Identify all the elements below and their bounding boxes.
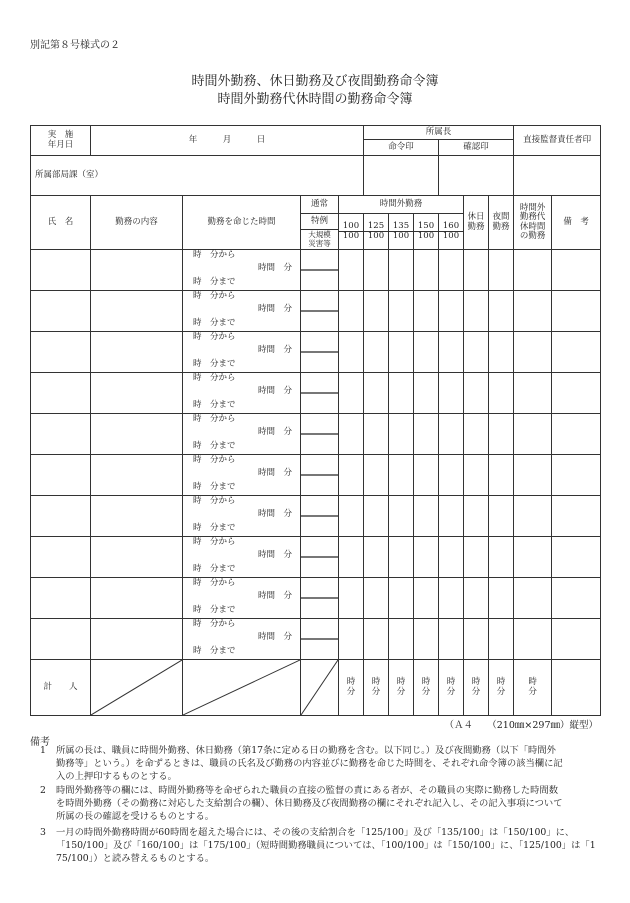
hours-cell[interactable] <box>183 619 301 660</box>
rate-135: 135 100 <box>389 214 414 250</box>
total-hour-unit: 時 <box>371 677 381 688</box>
total-minute-unit: 分 <box>421 686 431 697</box>
hours-value-cell[interactable] <box>364 291 389 332</box>
hours-cell[interactable] <box>183 537 301 578</box>
col-normal: 通常 <box>301 196 339 214</box>
remarks-cell[interactable] <box>552 414 601 455</box>
hours-value-cell[interactable] <box>364 619 389 660</box>
hours-cell[interactable] <box>183 373 301 414</box>
hours-value-cell[interactable] <box>389 414 414 455</box>
note-line: を時間外勤務（その勤務に対応した支給割合の欄）、休日勤務及び夜間勤務の欄にそれぞれ記入し、その記入事項について <box>56 798 563 809</box>
hours-value-cell[interactable] <box>514 332 552 373</box>
table-row <box>31 332 601 373</box>
hours-value-cell[interactable] <box>489 619 514 660</box>
total-label: 計 人 <box>31 660 91 716</box>
time-from: 時 分から <box>193 250 236 260</box>
rate-160: 160 100 <box>439 214 464 250</box>
confirm-seal-label: 確認印 <box>439 140 514 156</box>
remarks-cell[interactable] <box>552 496 601 537</box>
total-160[interactable] <box>439 660 464 716</box>
table-row <box>31 578 601 619</box>
hours-value-cell[interactable] <box>464 414 489 455</box>
table-row <box>31 414 601 455</box>
hours-value-cell[interactable] <box>364 496 389 537</box>
table-row <box>31 619 601 660</box>
total-hours-diagonal <box>183 660 301 716</box>
category-cell[interactable] <box>301 414 339 455</box>
hours-value-cell[interactable] <box>514 455 552 496</box>
table-row <box>31 291 601 332</box>
hours-value-cell[interactable] <box>514 373 552 414</box>
col-name: 氏 名 <box>31 196 91 250</box>
hours-value-cell[interactable] <box>414 414 439 455</box>
name-cell[interactable] <box>31 455 91 496</box>
confirm-seal-box[interactable] <box>439 156 514 196</box>
order-seal-label: 命令印 <box>364 140 439 156</box>
total-minute-unit: 分 <box>446 686 456 697</box>
hours-cell[interactable] <box>183 414 301 455</box>
hours-value-cell[interactable] <box>364 250 389 291</box>
hours-value-cell[interactable] <box>339 250 364 291</box>
hours-value-cell[interactable] <box>489 250 514 291</box>
hours-value-cell[interactable] <box>339 537 364 578</box>
hours-value-cell[interactable] <box>439 373 464 414</box>
time-from: 時 分から <box>193 455 236 465</box>
table-row <box>31 250 601 291</box>
remarks-cell[interactable] <box>552 332 601 373</box>
category-cell[interactable] <box>301 373 339 414</box>
remarks-cell[interactable] <box>552 291 601 332</box>
table-row <box>31 373 601 414</box>
name-cell[interactable] <box>31 619 91 660</box>
col-holiday: 休日 勤務 <box>464 196 489 250</box>
time-from: 時 分から <box>193 578 236 588</box>
duty-cell[interactable] <box>91 291 183 332</box>
hours-value-cell[interactable] <box>339 373 364 414</box>
time-duration: 時間 分 <box>257 263 292 273</box>
hours-value-cell[interactable] <box>339 291 364 332</box>
time-to: 時 分まで <box>193 605 236 615</box>
total-night[interactable] <box>489 660 514 716</box>
hours-value-cell[interactable] <box>464 250 489 291</box>
time-from: 時 分から <box>193 496 236 506</box>
hours-value-cell[interactable] <box>439 619 464 660</box>
hours-value-cell[interactable] <box>339 455 364 496</box>
hours-value-cell[interactable] <box>489 455 514 496</box>
hours-value-cell[interactable] <box>389 455 414 496</box>
hours-value-cell[interactable] <box>414 537 439 578</box>
time-to: 時 分まで <box>193 646 236 656</box>
hours-value-cell[interactable] <box>439 332 464 373</box>
order-register-table <box>30 125 601 716</box>
hours-value-cell[interactable] <box>389 250 414 291</box>
note-item <box>40 744 600 783</box>
category-cell[interactable] <box>301 291 339 332</box>
note-item <box>40 784 600 823</box>
time-from: 時 分から <box>193 373 236 383</box>
col-duty: 勤務の内容 <box>91 196 183 250</box>
date-value-cell[interactable]: 年 月 日 <box>91 126 364 156</box>
remarks-cell[interactable] <box>552 373 601 414</box>
hours-cell[interactable] <box>183 455 301 496</box>
note-line: 一月の時間外勤務時間が60時間を超えた場合には、その後の支給割合を「125/100」及び「135/100」は「150/100」に、 <box>56 827 575 838</box>
remarks-cell[interactable] <box>552 619 601 660</box>
note-line: 所属の長の確認を受けるものとする。 <box>56 811 215 822</box>
hours-cell[interactable] <box>183 578 301 619</box>
order-seal-box[interactable] <box>364 156 439 196</box>
col-remarks: 備 考 <box>552 196 601 250</box>
total-comp[interactable] <box>514 660 552 716</box>
time-from: 時 分から <box>193 537 236 547</box>
time-to: 時 分まで <box>193 441 236 451</box>
time-from: 時 分から <box>193 291 236 301</box>
hours-value-cell[interactable] <box>514 250 552 291</box>
table-row <box>31 455 601 496</box>
hours-value-cell[interactable] <box>489 291 514 332</box>
hours-value-cell[interactable] <box>414 250 439 291</box>
name-cell[interactable] <box>31 496 91 537</box>
hours-value-cell[interactable] <box>439 496 464 537</box>
supervisor-seal-label: 直接監督責任者印 <box>514 126 601 156</box>
total-minute-unit: 分 <box>371 686 381 697</box>
total-normal-diagonal <box>301 660 339 716</box>
page-subtitle: 時間外勤務代休時間の勤務命令簿 <box>217 92 413 107</box>
hours-value-cell[interactable] <box>439 291 464 332</box>
hours-value-cell[interactable] <box>339 414 364 455</box>
hours-cell[interactable] <box>183 496 301 537</box>
hours-value-cell[interactable] <box>514 291 552 332</box>
total-minute-unit: 分 <box>346 686 356 697</box>
hours-value-cell[interactable] <box>464 619 489 660</box>
hours-cell[interactable] <box>183 291 301 332</box>
hours-value-cell[interactable] <box>464 332 489 373</box>
time-to: 時 分まで <box>193 359 236 369</box>
col-overtime: 時間外勤務 <box>339 196 464 214</box>
hours-value-cell[interactable] <box>364 414 389 455</box>
time-duration: 時間 分 <box>257 304 292 314</box>
hours-value-cell[interactable] <box>339 496 364 537</box>
hours-value-cell[interactable] <box>514 496 552 537</box>
hours-value-cell[interactable] <box>439 414 464 455</box>
hours-value-cell[interactable] <box>389 373 414 414</box>
hours-value-cell[interactable] <box>514 537 552 578</box>
supervisor-seal-box[interactable] <box>514 156 601 196</box>
hours-value-cell[interactable] <box>364 537 389 578</box>
hours-value-cell[interactable] <box>389 291 414 332</box>
remarks-cell[interactable] <box>552 455 601 496</box>
page-title: 時間外勤務、休日勤務及び夜間勤務命令簿 <box>191 74 439 89</box>
duty-cell[interactable] <box>91 496 183 537</box>
hours-value-cell[interactable] <box>414 496 439 537</box>
date-label-cell: 実 施 年月日 <box>31 126 91 156</box>
total-hour-unit: 時 <box>346 677 356 688</box>
total-minute-unit: 分 <box>471 686 481 697</box>
duty-cell[interactable] <box>91 578 183 619</box>
hours-value-cell[interactable] <box>389 619 414 660</box>
hours-value-cell[interactable] <box>464 291 489 332</box>
hours-cell[interactable] <box>183 332 301 373</box>
col-hours: 勤務を命じた時間 <box>183 196 301 250</box>
time-from: 時 分から <box>193 414 236 424</box>
total-remarks[interactable] <box>552 660 601 716</box>
hours-value-cell[interactable] <box>364 373 389 414</box>
col-special: 特例 <box>301 214 339 230</box>
hours-value-cell[interactable] <box>414 291 439 332</box>
hours-value-cell[interactable] <box>339 578 364 619</box>
hours-value-cell[interactable] <box>364 332 389 373</box>
col-comp-time: 時間外 勤務代 休時間 の勤務 <box>514 196 552 250</box>
time-from: 時 分から <box>193 619 236 629</box>
time-duration: 時間 分 <box>257 632 292 642</box>
remarks-cell[interactable] <box>552 578 601 619</box>
time-duration: 時間 分 <box>257 345 292 355</box>
total-minute-unit: 分 <box>396 686 406 697</box>
duty-cell[interactable] <box>91 373 183 414</box>
dept-head-label: 所属長 <box>364 126 514 140</box>
time-duration: 時間 分 <box>257 386 292 396</box>
total-135[interactable] <box>389 660 414 716</box>
time-to: 時 分まで <box>193 400 236 410</box>
table-row <box>31 537 601 578</box>
total-hour-unit: 時 <box>471 677 481 688</box>
hours-value-cell[interactable] <box>364 455 389 496</box>
name-cell[interactable] <box>31 332 91 373</box>
paper-size-note: （Ａ４ （210㎜×297㎜）縦型） <box>444 720 598 731</box>
total-100[interactable] <box>339 660 364 716</box>
rate-100: 100 100 <box>339 214 364 250</box>
name-cell[interactable] <box>31 373 91 414</box>
name-cell[interactable] <box>31 250 91 291</box>
duty-cell[interactable] <box>91 414 183 455</box>
hours-value-cell[interactable] <box>489 414 514 455</box>
hours-value-cell[interactable] <box>389 332 414 373</box>
hours-value-cell[interactable] <box>389 537 414 578</box>
hours-value-cell[interactable] <box>489 496 514 537</box>
hours-cell[interactable] <box>183 250 301 291</box>
note-item <box>40 826 600 865</box>
time-duration: 時間 分 <box>257 550 292 560</box>
note-line: 時間外勤務等の欄には、時間外勤務等を命ぜられた職員の直接の監督の責にある者が、その職員の実際に勤務した時間数 <box>56 785 559 796</box>
note-number: 1 <box>40 745 46 756</box>
time-duration: 時間 分 <box>257 468 292 478</box>
total-125[interactable] <box>364 660 389 716</box>
duty-cell[interactable] <box>91 455 183 496</box>
hours-value-cell[interactable] <box>439 537 464 578</box>
note-line: 勤務等」という。）を命ずるときは、職員の氏名及び勤務の内容並びに勤務を命じた時間を、それぞれ命令簿の該当欄に記 <box>56 758 563 769</box>
name-cell[interactable] <box>31 291 91 332</box>
total-minute-unit: 分 <box>496 686 506 697</box>
time-from: 時 分から <box>193 332 236 342</box>
hours-value-cell[interactable] <box>339 332 364 373</box>
category-cell[interactable] <box>301 250 339 291</box>
hours-value-cell[interactable] <box>489 537 514 578</box>
time-duration: 時間 分 <box>257 591 292 601</box>
hours-value-cell[interactable] <box>489 332 514 373</box>
hours-value-cell[interactable] <box>489 373 514 414</box>
hours-value-cell[interactable] <box>389 496 414 537</box>
category-cell[interactable] <box>301 619 339 660</box>
duty-cell[interactable] <box>91 332 183 373</box>
name-cell[interactable] <box>31 414 91 455</box>
hours-value-cell[interactable] <box>464 537 489 578</box>
note-number: 2 <box>40 785 46 796</box>
department-field[interactable]: 所属部局課（室） <box>31 156 364 196</box>
table-row <box>31 496 601 537</box>
total-hour-unit: 時 <box>528 677 537 688</box>
time-duration: 時間 分 <box>257 427 292 437</box>
note-line: 75/100」）と読み替えるものとする。 <box>56 853 215 864</box>
col-night: 夜間 勤務 <box>489 196 514 250</box>
total-duty-diagonal <box>91 660 183 716</box>
hours-value-cell[interactable] <box>439 250 464 291</box>
time-to: 時 分まで <box>193 277 236 287</box>
total-holiday[interactable] <box>464 660 489 716</box>
hours-value-cell[interactable] <box>439 455 464 496</box>
col-disaster: 大規模 災害等 <box>301 230 339 250</box>
total-hour-unit: 時 <box>496 677 506 688</box>
hours-value-cell[interactable] <box>414 619 439 660</box>
rate-150: 150 100 <box>414 214 439 250</box>
remarks-cell[interactable] <box>552 250 601 291</box>
hours-value-cell[interactable] <box>489 578 514 619</box>
category-cell[interactable] <box>301 496 339 537</box>
total-hour-unit: 時 <box>396 677 406 688</box>
total-row <box>31 660 601 716</box>
remarks-cell[interactable] <box>552 537 601 578</box>
hours-value-cell[interactable] <box>339 619 364 660</box>
name-cell[interactable] <box>31 578 91 619</box>
duty-cell[interactable] <box>91 250 183 291</box>
hours-value-cell[interactable] <box>364 578 389 619</box>
total-hour-unit: 時 <box>421 677 431 688</box>
hours-value-cell[interactable] <box>514 619 552 660</box>
name-cell[interactable] <box>31 537 91 578</box>
time-to: 時 分まで <box>193 564 236 574</box>
time-to: 時 分まで <box>193 482 236 492</box>
note-number: 3 <box>40 827 46 838</box>
note-line: 「150/100」及び「160/100」は「175/100」（短時間勤務職員については、「100/100」は「150/100」に、「125/100」は「1 <box>56 840 596 851</box>
category-cell[interactable] <box>301 578 339 619</box>
duty-cell[interactable] <box>91 537 183 578</box>
category-cell[interactable] <box>301 455 339 496</box>
rate-125: 125 100 <box>364 214 389 250</box>
total-hour-unit: 時 <box>446 677 456 688</box>
total-150[interactable] <box>414 660 439 716</box>
total-minute-unit: 分 <box>528 686 537 697</box>
duty-cell[interactable] <box>91 619 183 660</box>
hours-value-cell[interactable] <box>464 496 489 537</box>
form-number: 別記第８号様式の２ <box>30 40 120 51</box>
hours-value-cell[interactable] <box>514 414 552 455</box>
hours-value-cell[interactable] <box>414 578 439 619</box>
hours-value-cell[interactable] <box>464 455 489 496</box>
hours-value-cell[interactable] <box>464 373 489 414</box>
hours-value-cell[interactable] <box>439 578 464 619</box>
time-duration: 時間 分 <box>257 509 292 519</box>
hours-value-cell[interactable] <box>414 455 439 496</box>
hours-value-cell[interactable] <box>389 578 414 619</box>
hours-value-cell[interactable] <box>464 578 489 619</box>
hours-value-cell[interactable] <box>514 578 552 619</box>
note-line: 所属の長は、職員に時間外勤務、休日勤務（第17条に定める日の勤務を含む。以下同じ。）及び夜間勤務（以下「時間外 <box>56 745 556 756</box>
hours-value-cell[interactable] <box>414 332 439 373</box>
category-cell[interactable] <box>301 332 339 373</box>
time-to: 時 分まで <box>193 318 236 328</box>
hours-value-cell[interactable] <box>414 373 439 414</box>
category-cell[interactable] <box>301 537 339 578</box>
note-line: 入の上押印するものとする。 <box>56 771 177 782</box>
notes-heading: 備考 <box>30 737 50 748</box>
time-to: 時 分まで <box>193 523 236 533</box>
